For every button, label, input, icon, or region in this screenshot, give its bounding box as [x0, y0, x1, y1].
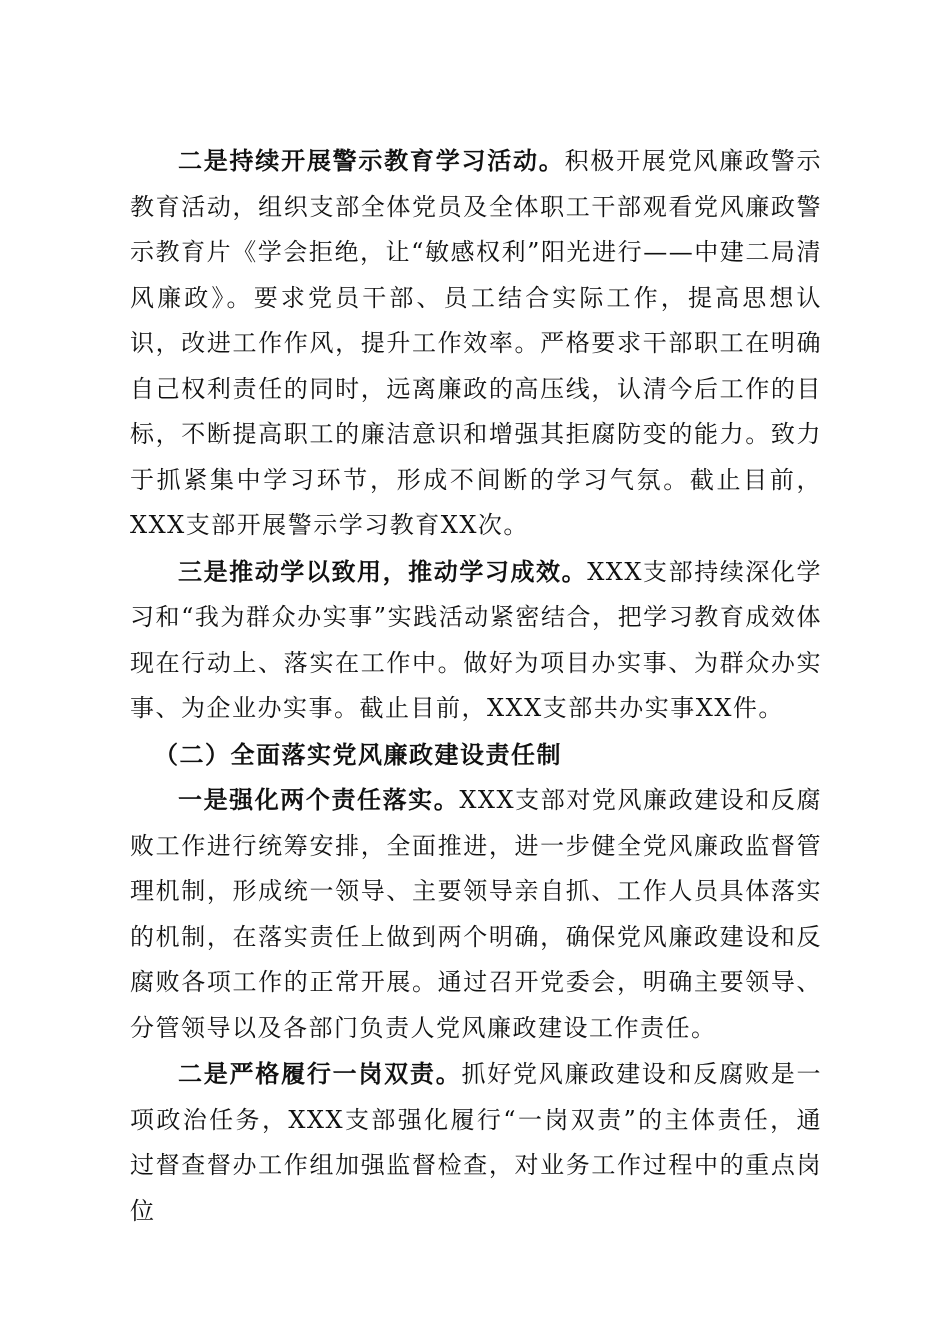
paragraph-lead: 三是推动学以致用，推动学习成效。	[178, 556, 588, 586]
paragraph-lead: 一是强化两个责任落实。	[178, 785, 460, 814]
paragraph-apply-learning	[130, 549, 822, 732]
paragraph-text: XXX支部持续深化学习和“我为群众办实事”实践活动紧密结合，把学习教育成效体现在行动上、落实在工作中。做好为项目办实事、为群众办实事、为企业办实事。截止目前，XXX支部共办实事XX件。	[130, 557, 823, 722]
paragraph-warning-education	[130, 138, 822, 549]
paragraph-one-post-two-duties	[130, 1051, 822, 1234]
paragraph-lead: 二是严格履行一岗双责。	[178, 1059, 462, 1088]
paragraph-text: XXX支部对党风廉政建设和反腐败工作进行统筹安排，全面推进，进一步健全党风廉政监督管理机制，形成统一领导、主要领导亲自抓、工作人员具体落实的机制，在落实责任上做到两个明确，确保党风廉政建设和反腐败各项工作的正常开展。通过召开党委会，明确主要领导、分管领导以及各部门负责人党风廉政建设工作责任。	[130, 786, 823, 1042]
paragraph-lead: 二是持续开展警示教育学习活动。	[178, 146, 565, 175]
section-heading: （二）全面落实党风廉政建设责任制	[154, 739, 562, 769]
paragraph-text: 积极开展党风廉政警示教育活动，组织支部全体党员及全体职工干部观看党风廉政警示教育片《学会拒绝，让“敏感权利”阳光进行——中建二局清风廉政》。要求党员干部、员工结合实际工作，提高思想认识，改进工作作风，提升工作效率。严格要求干部职工在明确自己权利责任的同时，远离廉政的高压线，认清今后工作的目标，不断提高职工的廉洁意识和增强其拒腐防变的能力。致力于抓紧集中学习环节，形成不间断的学习气氛。截止目前，XXX支部开展警示学习教育XX次。	[130, 147, 822, 539]
paragraph-two-responsibilities	[130, 777, 822, 1051]
paragraph-text: 抓好党风廉政建设和反腐败是一项政治任务，XXX支部强化履行“一岗双责”的主体责任，通过督查督办工作组加强监督检查，对业务工作过程中的重点岗位	[130, 1060, 823, 1225]
document-body	[130, 138, 822, 1234]
